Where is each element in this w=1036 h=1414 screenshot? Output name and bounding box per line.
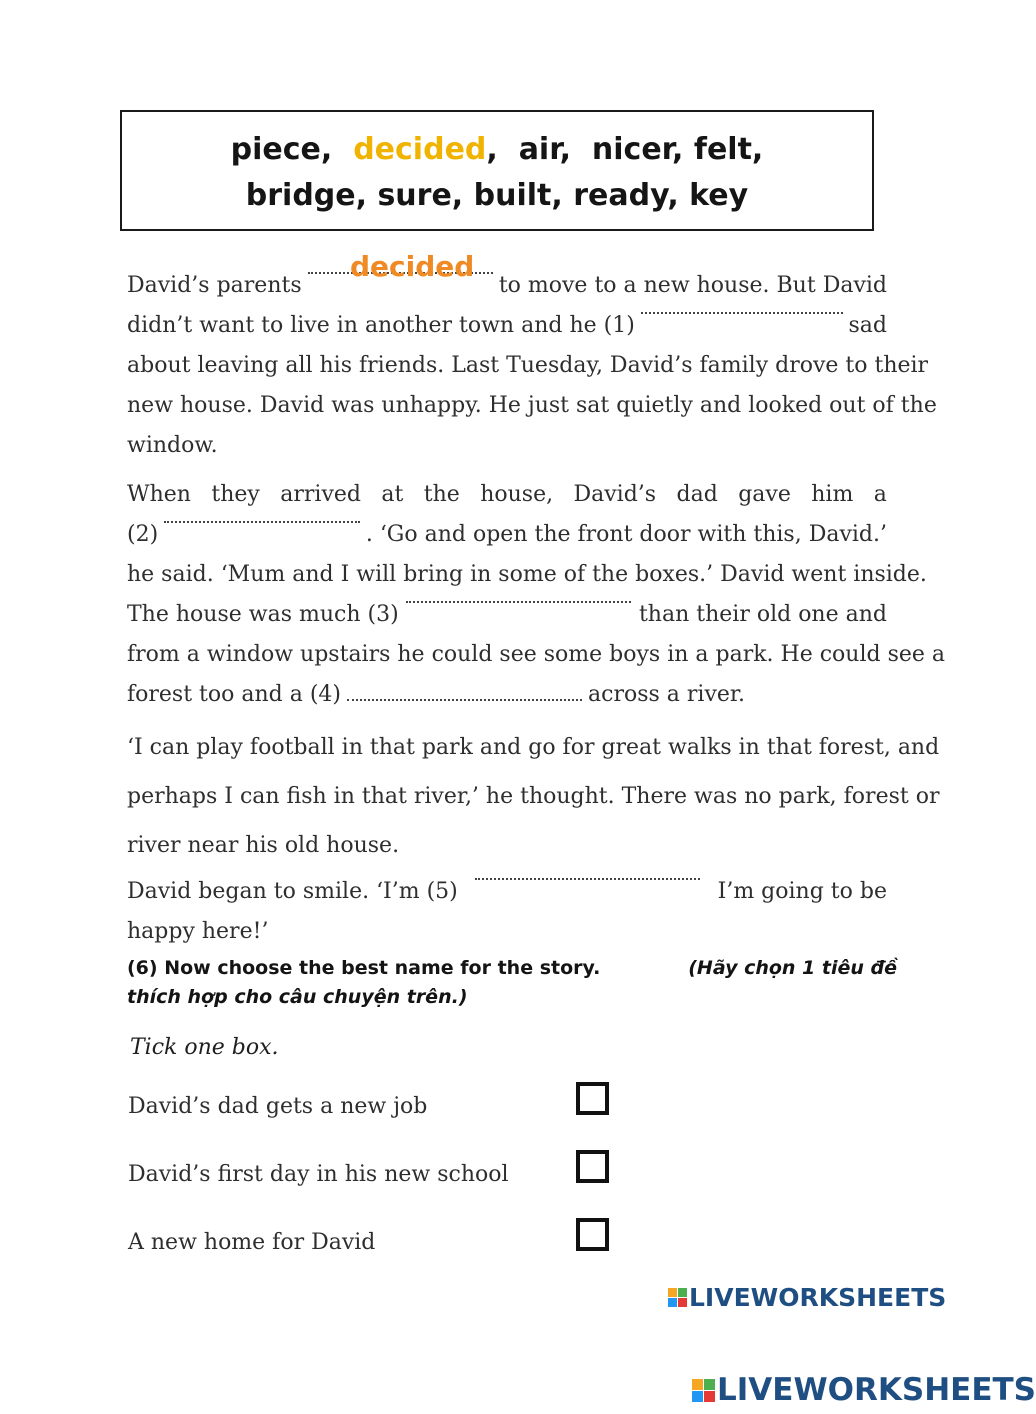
blank-3[interactable]: [406, 595, 631, 603]
story-text: forest too and a (4): [127, 682, 342, 707]
story-line: [127, 872, 887, 912]
word-air: air,: [518, 132, 571, 167]
story-line: about leaving all his friends. Last Tuesday, David’s family drove to their: [127, 353, 929, 378]
liveworksheets-logo-inner: [668, 1283, 946, 1312]
story-line: [127, 675, 887, 715]
story-word: arrived: [280, 482, 361, 507]
option-label-1: David’s dad gets a new job: [128, 1094, 428, 1119]
story-text: David’s parents: [127, 273, 302, 298]
word-bank-line-2: bridge, sure, built, ready, key: [245, 178, 749, 213]
story-line: river near his old house.: [127, 833, 400, 858]
story-line: new house. David was unhappy. He just sat quietly and looked out of the: [127, 393, 937, 418]
question-6-vietnamese: (Hãy chọn 1 tiêu đề: [688, 957, 897, 979]
logo-text: LIVEWORKSHEETS: [717, 1372, 1036, 1408]
example-answer: decided: [350, 250, 475, 283]
story-word: they: [211, 482, 260, 507]
question-6-line-2: thích hợp cho câu chuyện trên.): [127, 986, 468, 1008]
story-line: [127, 266, 887, 306]
word-bank-line-1: [122, 132, 872, 167]
story-text: (2): [127, 522, 159, 547]
word-decided-comma: ,: [486, 132, 498, 167]
option-label-2: David’s first day in his new school: [128, 1162, 509, 1187]
story-text: than their old one and: [638, 602, 887, 627]
story-line: ‘I can play football in that park and go for great walks in that forest, and: [127, 735, 940, 760]
story-line: [127, 515, 887, 555]
blank-4[interactable]: [347, 693, 582, 701]
story-line: happy here!’: [127, 919, 269, 944]
option-checkbox-2[interactable]: [576, 1150, 609, 1183]
word-decided: decided: [353, 132, 487, 167]
story-word: gave: [738, 482, 791, 507]
liveworksheets-logo-icon: [668, 1288, 687, 1307]
story-line: window.: [127, 433, 218, 458]
story-text: David began to smile. ‘I’m (5): [127, 879, 458, 904]
story-paragraph-3: [127, 723, 940, 870]
story-word: dad: [676, 482, 718, 507]
story-text: I’m going to be: [717, 879, 887, 904]
story-paragraph-1: [127, 266, 937, 466]
word-bank: [120, 110, 874, 231]
logo-text: LIVEWORKSHEETS: [689, 1283, 947, 1312]
word-piece: piece,: [230, 132, 333, 167]
story-line: [127, 306, 887, 346]
blank-2[interactable]: [164, 515, 360, 523]
blank-5[interactable]: [475, 872, 700, 880]
story-text: sad: [848, 313, 887, 338]
liveworksheets-logo-icon: [692, 1379, 715, 1402]
story-word: David’s: [573, 482, 657, 507]
blank-1[interactable]: [641, 306, 843, 314]
story-word: him: [811, 482, 854, 507]
story-word: the: [423, 482, 460, 507]
liveworksheets-logo-footer[interactable]: [692, 1372, 1036, 1408]
option-checkbox-3[interactable]: [576, 1218, 609, 1251]
option-checkbox-1[interactable]: [576, 1082, 609, 1115]
option-label-3: A new home for David: [128, 1230, 376, 1255]
story-word: When: [127, 482, 191, 507]
story-line: [127, 595, 887, 635]
story-word: a: [873, 482, 887, 507]
word-nicer: nicer,: [591, 132, 684, 167]
story-text: to move to a new house. But David: [498, 273, 887, 298]
story-text: didn’t want to live in another town and he (1): [127, 313, 635, 338]
word-felt: felt,: [693, 132, 764, 167]
story-line: perhaps I can fish in that river,’ he thought. There was no park, forest or: [127, 784, 940, 809]
story-line: [127, 475, 887, 515]
question-6-text: (6) Now choose the best name for the story.: [127, 957, 601, 979]
story-text: The house was much (3): [127, 602, 399, 627]
question-6-prompt: [127, 954, 897, 1012]
story-paragraph-2: [127, 475, 946, 715]
story-word: at: [381, 482, 404, 507]
story-line: he said. ‘Mum and I will bring in some of the boxes.’ David went inside.: [127, 562, 927, 587]
story-line: from a window upstairs he could see some boys in a park. He could see a: [127, 642, 946, 667]
question-6-line-1: [127, 954, 897, 983]
story-word: house,: [480, 482, 554, 507]
tick-instruction: Tick one box.: [130, 1035, 279, 1060]
story-text: . ‘Go and open the front door with this, David.’: [365, 522, 887, 547]
story-paragraph-4: [127, 872, 887, 952]
story-text: across a river.: [588, 682, 745, 707]
